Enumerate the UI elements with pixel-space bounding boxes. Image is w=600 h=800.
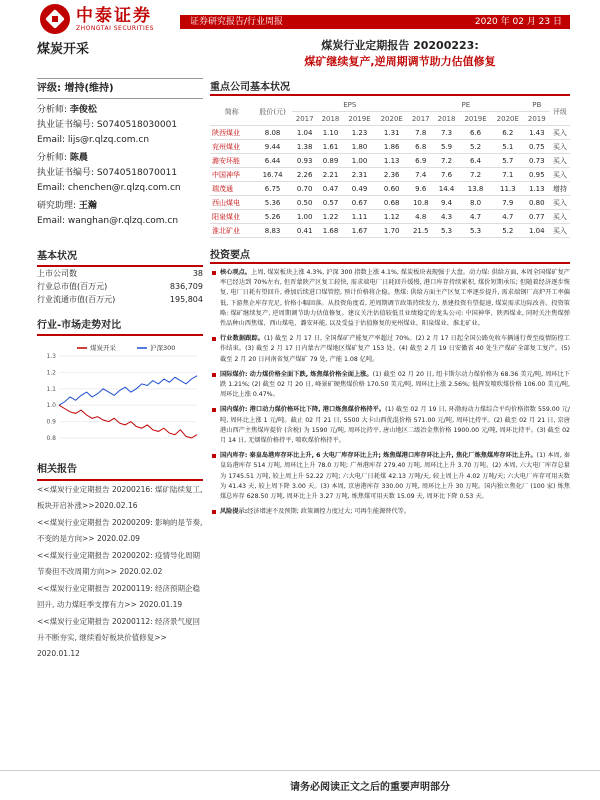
cell-value: 11.3	[492, 182, 524, 196]
assistant-email[interactable]: Email: wanghan@r.qlzq.com.cn	[37, 216, 179, 226]
cell-value: 9.44	[253, 140, 291, 154]
paragraph-text: (1) 本周, 秦皇岛港库存 514 万吨, 周环比上升 78.0 万吨; 广州港库存 279.40 万吨, 周环比上升 3.70 万吨。(2) 本周, 六大电厂库存总量为 1745.51 万吨, 较上周上升 52.22 万吨; 六大电厂日耗煤 42.13 万吨/天, 较上周上升 4.02 万吨/天; 六大电厂库存可用天数为 41.43 天, 较上周下降 3.00 天。(3) 本周, 京唐港库存 330.00 万吨, 周环比上升 30 万吨。国内独立焦化厂 (100 家) 炼焦煤总库存 628.50 万吨, 周环比上升 3.27 万吨, 炼焦煤可用天数 15.09 天, 周环比下降 0.53 天。	[220, 452, 570, 501]
cell-value: 0.89	[318, 154, 344, 168]
cell-value: 1.31	[376, 126, 408, 140]
cell-value: 9.4	[434, 196, 460, 210]
cell-value: 4.7	[459, 210, 491, 224]
cell-value: 1.68	[318, 224, 344, 238]
left-column	[37, 78, 203, 336]
trend-chart-svg	[37, 340, 203, 450]
cell-value: 6.8	[408, 140, 434, 154]
cell-value: 5.26	[253, 210, 291, 224]
analyst-1	[37, 103, 203, 148]
th-year: 2018	[434, 112, 460, 126]
cell-value: 9.6	[408, 182, 434, 196]
invest-paragraph	[210, 507, 570, 517]
basic-value: 836,709	[169, 282, 203, 291]
company-logo	[40, 4, 154, 34]
analyst-role: 分析师:	[37, 153, 70, 163]
paragraph-text: 经济增速不及预期; 政策调控力度过大; 可再生能源替代等。	[247, 508, 411, 516]
y-tick-label: 0.9	[46, 418, 56, 426]
cell-value: 5.2	[492, 224, 524, 238]
cell-value: 4.7	[492, 210, 524, 224]
cell-value: 买入	[550, 196, 570, 210]
cell-value: 5.9	[434, 140, 460, 154]
cell-value: 5.3	[434, 224, 460, 238]
cell-value: 5.1	[492, 140, 524, 154]
cell-value: 0.75	[524, 140, 550, 154]
report-link[interactable]: <<煤炭行业定期报告 20200119: 经济预期企稳回升, 动力煤旺季支撑有力>> 2020.01.19	[37, 584, 201, 609]
finance-row	[210, 126, 570, 140]
company-name: 西山煤电	[210, 196, 253, 210]
th-eps: EPS	[292, 98, 408, 112]
cell-value: 0.73	[524, 154, 550, 168]
cell-value: 7.1	[492, 168, 524, 182]
cell-value: 1.00	[292, 210, 318, 224]
y-tick-label: 1.0	[46, 402, 56, 410]
cell-value: 7.4	[408, 168, 434, 182]
cell-value: 6.4	[459, 154, 491, 168]
th-name: 简称	[210, 98, 253, 126]
cell-value: 6.9	[408, 154, 434, 168]
basic-value: 195,804	[169, 295, 203, 304]
paragraph-text: (1) 截至 2 月 17 日, 全国煤矿产能复产率超过 70%。(2) 2 月 17 日起全国公路免收车辆通行费至疫情防控工作结束。(3) 截至 2 月 17 日内蒙古产煤地区煤矿复产 153 处。(4) 截至 2 月 19 日安徽省 40 处生产煤矿全部复工复产。(5) 截至 2 月 20 日河南省复产煤矿 79 处, 产能 1.08 亿吨。	[220, 335, 570, 363]
paragraph-text: (1) 截至 02 月 20 日, 纽卡斯尔动力煤价格为 68.36 美元/吨, 周环比下跌 1.21%; (2) 截至 02 月 20 日, 峰景矿硬焦煤价格 170.50 美元/吨, 周环比上涨 2.56%; 低挥发喷吹煤价格 106.00 美元/吨, 周环比上涨 0.47%。	[220, 370, 570, 399]
paragraph-heading: 行业数据跟踪。	[220, 335, 265, 343]
cell-value: 1.12	[376, 210, 408, 224]
cell-value: 1.70	[376, 224, 408, 238]
footer-disclaimer: 请务必阅读正文之后的重要声明部分	[290, 782, 450, 793]
cell-value: 买入	[550, 154, 570, 168]
invest-body	[210, 268, 570, 517]
finance-row	[210, 196, 570, 210]
cell-value: 1.00	[343, 154, 375, 168]
cell-value: 0.41	[292, 224, 318, 238]
cell-value: 1.11	[343, 210, 375, 224]
th-year: 2019	[524, 112, 550, 126]
th-year: 2017	[292, 112, 318, 126]
cell-value: 1.04	[524, 224, 550, 238]
series-hs300-line	[59, 376, 197, 406]
logo-cn: 中泰证券	[76, 5, 152, 26]
report-date: 2020 年 02 月 23 日	[474, 17, 562, 27]
rating: 评级: 增持(维持)	[37, 78, 203, 99]
cell-value: 16.74	[253, 168, 291, 182]
basic-row	[37, 267, 203, 280]
th-pb: PB	[524, 98, 550, 112]
report-title-block	[240, 38, 560, 70]
analyst-name: 陈晨	[69, 153, 88, 163]
cell-value: 13.8	[459, 182, 491, 196]
cell-value: 6.6	[459, 126, 491, 140]
paragraph-heading: 国际煤价: 动力煤价格全面下跌, 炼焦煤价格全面上涨。	[220, 370, 373, 378]
paragraph-text: 上周, 煤炭板块上涨 4.3%, 沪深 300 指数上涨 4.1%, 煤炭板块表现强于大盘。动力煤: 供给方面, 本周全国煤矿复产率已经达到 70%左右, 但晋蒙陕产区复工较快, 需求端电厂日耗回升缓慢, 港口库存持续累积, 煤价短期承压; 但随着经济逐步恢复, 电厂日耗有望回升, 叠加后续进口煤管控, 预计价格将企稳。焦煤: 供给方面主产区复工率逐步提升, 需求端钢厂高炉开工率偏低, 下游焦企库存充足, 价格小幅回落。从投资角度看, 逆周期调节政策持续发力, 基建投资有望提速, 煤炭需求边际改善。投资策略: 煤矿继续复产, 逆周期调节助力估值修复。建议关注估值较低且业绩稳定的龙头公司: 中国神华、陕西煤业, 同时关注焦煤弹性品种山西焦煤、西山煤电、潞安环能, 以及受益于估值修复的兖州煤业、阳泉煤业、淮北矿业。	[220, 269, 570, 328]
cell-value: 买入	[550, 168, 570, 182]
cell-value: 2.26	[292, 168, 318, 182]
right-column	[210, 78, 570, 522]
cell-value: 0.47	[318, 182, 344, 196]
report-link[interactable]: <<煤炭行业定期报告 20200209: 影响的是节奏, 不变的是方向>> 2020.02.09	[37, 518, 203, 543]
paragraph-text: (1) 截至 02 月 19 日, 环渤海动力煤综合平均价格指数 559.00 元/吨, 周环比上涨 1 元/吨。截止 02 月 21 日, 5500 大卡山西优混价格 571.00 元/吨, 周环比持平。(2) 截至 02 月 21 日, 京唐港山西产主焦煤库提价 (含税) 为 1590 元/吨, 周环比持平, 唐山地区二级冶金焦价格 1900.00 元/吨, 周环比持平。(3) 截至 02 月 14 日, 无烟煤价格持平, 喷吹煤价格持平。	[220, 406, 570, 445]
trend-title: 行业-市场走势对比	[37, 318, 203, 336]
cell-value: 7.3	[434, 126, 460, 140]
basic-status-title: 基本状况	[37, 249, 203, 267]
footer-divider	[0, 770, 600, 771]
y-tick-label: 1.2	[46, 369, 56, 377]
report-link[interactable]: <<煤炭行业定期报告 20200216: 煤矿陆续复工, 板块开启补涨>>2020.02.16	[37, 485, 203, 510]
cell-value: 4.8	[408, 210, 434, 224]
company-name: 潞安环能	[210, 154, 253, 168]
cell-value: 2.36	[376, 168, 408, 182]
cell-value: 0.60	[376, 182, 408, 196]
finance-row	[210, 154, 570, 168]
report-subtitle: 煤矿继续复产,逆周期调节助力估值修复	[304, 55, 496, 68]
cell-value: 1.61	[318, 140, 344, 154]
th-year: 2019E	[459, 112, 491, 126]
invest-paragraph	[210, 451, 570, 502]
cell-value: 1.10	[318, 126, 344, 140]
analyst-2	[37, 151, 203, 196]
invest-paragraph	[210, 405, 570, 446]
cell-value: 1.22	[318, 210, 344, 224]
analyst-role: 分析师:	[37, 105, 70, 115]
cell-value: 4.3	[434, 210, 460, 224]
th-price: 股价(元)	[253, 98, 291, 126]
cell-value: 1.86	[376, 140, 408, 154]
basic-value: 38	[192, 269, 203, 278]
report-title: 煤炭行业定期报告 20200223:	[321, 39, 479, 52]
cell-value: 买入	[550, 126, 570, 140]
cell-value: 0.77	[524, 210, 550, 224]
cell-value: 14.4	[434, 182, 460, 196]
company-name: 陕西煤业	[210, 126, 253, 140]
cell-value: 7.9	[492, 196, 524, 210]
report-type: 证券研究报告/行业周报	[190, 17, 284, 27]
cell-value: 5.36	[253, 196, 291, 210]
basic-key: 行业流通市值(百万元)	[37, 295, 116, 304]
cell-value: 1.04	[292, 126, 318, 140]
cell-value: 买入	[550, 140, 570, 154]
cell-value: 买入	[550, 224, 570, 238]
legend-label: 煤炭开采	[90, 344, 116, 352]
legend-label: 沪深300	[150, 344, 176, 352]
company-name: 瑞茂通	[210, 182, 253, 196]
cell-value: 1.67	[343, 224, 375, 238]
paragraph-heading: 风险提示:	[220, 508, 248, 516]
cell-value: 1.13	[376, 154, 408, 168]
cell-value: 21.5	[408, 224, 434, 238]
invest-title: 投资要点	[210, 246, 570, 264]
basic-row	[37, 280, 203, 293]
basic-status-list	[37, 267, 203, 306]
finance-table	[210, 98, 570, 238]
finance-row	[210, 210, 570, 224]
cell-value: 0.95	[524, 168, 550, 182]
invest-paragraph	[210, 334, 570, 365]
cell-value: 1.13	[524, 182, 550, 196]
paragraph-heading: 国内煤价: 港口动力煤价格环比下降, 港口炼焦煤价格持平。	[220, 406, 386, 414]
cell-value: 2.31	[343, 168, 375, 182]
cell-value: 8.0	[459, 196, 491, 210]
cell-value: 6.2	[492, 126, 524, 140]
assistant-name: 王瀚	[78, 201, 97, 211]
th-year: 2017	[408, 112, 434, 126]
cell-value: 1.23	[343, 126, 375, 140]
cell-value: 5.7	[492, 154, 524, 168]
finance-row	[210, 140, 570, 154]
assistant	[37, 199, 203, 229]
cell-value: 5.2	[459, 140, 491, 154]
assistant-role: 研究助理:	[37, 201, 79, 211]
cell-value: 0.67	[343, 196, 375, 210]
finance-row	[210, 182, 570, 196]
cell-value: 0.57	[318, 196, 344, 210]
basic-key: 行业总市值(百万元)	[37, 282, 108, 291]
paragraph-heading: 核心观点。	[220, 269, 251, 276]
cell-value: 1.43	[524, 126, 550, 140]
invest-paragraph	[210, 268, 570, 329]
th-year: 2020E	[492, 112, 524, 126]
invest-paragraph	[210, 370, 570, 401]
th-rating: 评级	[550, 98, 570, 126]
cell-value: 6.75	[253, 182, 291, 196]
cell-value: 0.50	[292, 196, 318, 210]
company-name: 中国神华	[210, 168, 253, 182]
th-year: 2020E	[376, 112, 408, 126]
cell-value: 6.44	[253, 154, 291, 168]
trend-chart	[37, 340, 203, 450]
analyst-name: 李俊松	[69, 105, 97, 115]
logo-en: ZHONGTAI SECURITIES	[76, 24, 154, 32]
cell-value: 5.3	[459, 224, 491, 238]
company-name: 淮北矿业	[210, 224, 253, 238]
related-reports	[37, 462, 203, 662]
cell-value: 7.2	[434, 154, 460, 168]
industry-label: 煤炭开采	[37, 42, 90, 57]
cell-value: 0.49	[343, 182, 375, 196]
report-type-bar	[180, 15, 570, 29]
cell-value: 8.08	[253, 126, 291, 140]
cell-value: 7.6	[434, 168, 460, 182]
cell-value: 7.2	[459, 168, 491, 182]
reports-title: 相关报告	[37, 462, 203, 481]
th-year: 2018	[318, 112, 344, 126]
y-tick-label: 1.3	[46, 353, 56, 360]
th-year: 2019E	[343, 112, 375, 126]
cell-value: 10.8	[408, 196, 434, 210]
cell-value: 0.93	[292, 154, 318, 168]
finance-title: 重点公司基本状况	[210, 78, 570, 96]
analyst-cert: 执业证书编号: S0740518070011	[37, 168, 178, 178]
basic-row	[37, 293, 203, 306]
analyst-cert: 执业证书编号: S0740518030001	[37, 120, 178, 130]
cell-value: 2.21	[318, 168, 344, 182]
finance-row	[210, 224, 570, 238]
th-pe: PE	[408, 98, 524, 112]
paragraph-heading: 国内库存: 秦皇岛港库存环比上升, 6 大电厂库存环比上升; 炼焦煤港口库存环比上升, 焦化厂炼焦煤库存环比上升。	[220, 452, 537, 460]
y-tick-label: 1.1	[46, 385, 56, 393]
finance-row	[210, 168, 570, 182]
analyst-email[interactable]: Email: chenchen@r.qlzq.com.cn	[37, 183, 181, 193]
cell-value: 0.70	[292, 182, 318, 196]
cell-value: 8.83	[253, 224, 291, 238]
cell-value: 0.68	[376, 196, 408, 210]
report-link[interactable]: <<煤炭行业定期报告 20200202: 疫情导化周期节奏但不改周期方向>> 2020.02.02	[37, 551, 201, 576]
cell-value: 7.8	[408, 126, 434, 140]
cell-value: 增持	[550, 182, 570, 196]
analyst-email[interactable]: Email: lijs@r.qlzq.com.cn	[37, 135, 150, 145]
cell-value: 1.80	[343, 140, 375, 154]
logo-emblem-icon	[40, 4, 70, 34]
y-tick-label: 0.8	[46, 435, 56, 442]
basic-key: 上市公司数	[37, 269, 77, 278]
company-name: 兖州煤业	[210, 140, 253, 154]
company-name: 阳泉煤业	[210, 210, 253, 224]
cell-value: 0.80	[524, 196, 550, 210]
cell-value: 买入	[550, 210, 570, 224]
cell-value: 1.38	[292, 140, 318, 154]
report-link[interactable]: <<煤炭行业定期报告 20200112: 经济景气度回升不断夯实, 继续看好板块价值修复>> 2020.01.12	[37, 617, 201, 658]
